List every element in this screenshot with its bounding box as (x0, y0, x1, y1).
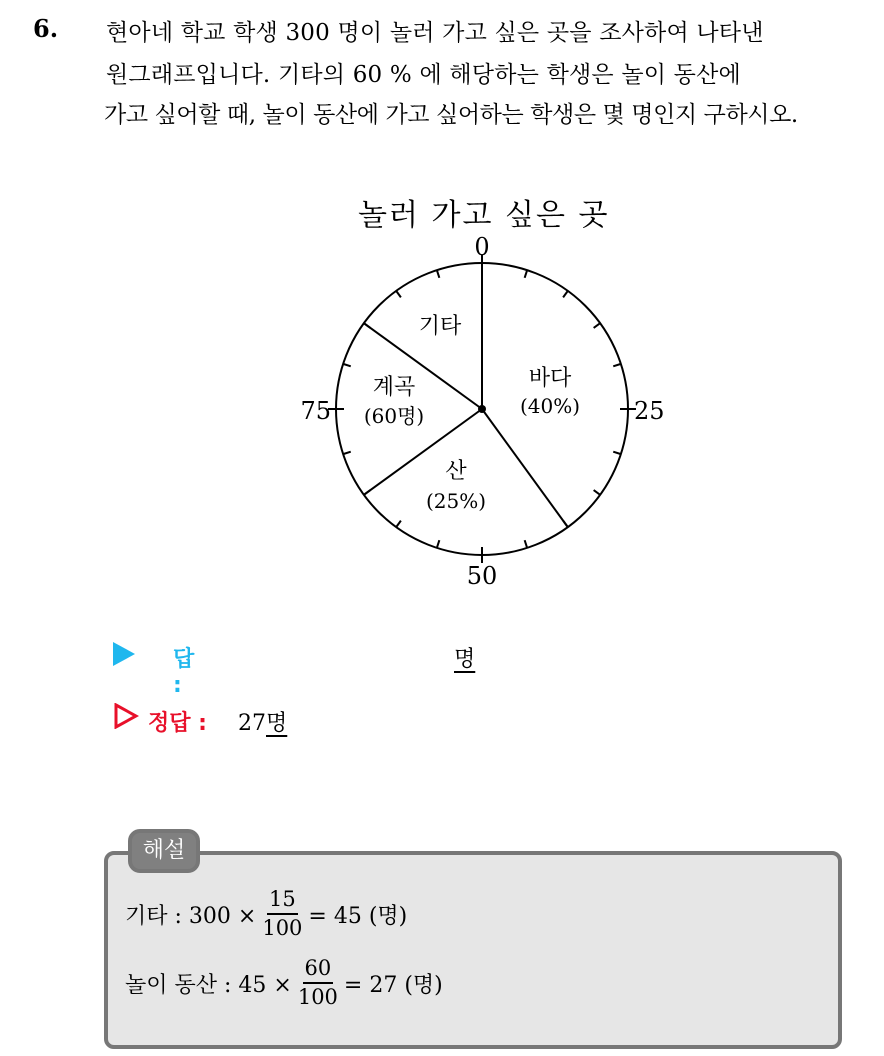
explanation-line-2-fraction (298, 957, 338, 1009)
fraction-denominator: 100 (297, 985, 338, 1010)
question-text-line-1: 현아네 학교 학생 300 명이 놀러 가고 싶은 곳을 조사하여 나타낸 (106, 20, 764, 46)
slice-sublabel-sea: (40%) (519, 394, 581, 418)
pie-chart (280, 230, 700, 600)
scale-tick (437, 270, 439, 278)
explanation-tab: 해설 (128, 829, 200, 873)
scale-tick (396, 521, 401, 527)
scale-tick (437, 540, 439, 548)
scale-tick (594, 490, 600, 495)
scale-tick (396, 291, 401, 297)
slice-label-valley: 계곡 (372, 375, 416, 400)
answer-label: 답 : (173, 647, 195, 698)
scale-tick (343, 364, 351, 366)
correct-answer-value (238, 706, 287, 737)
explanation-line-1-suffix: = 45 (명) (308, 903, 408, 929)
correct-answer-label: 정답 : (148, 711, 207, 736)
scale-tick (343, 452, 351, 454)
correct-answer-unit: 명 (266, 711, 288, 736)
explanation-line-2-prefix: 놀이 동산 : 45 × (125, 972, 292, 998)
explanation-box (104, 851, 842, 1049)
slice-sublabel-mountain: (25%) (425, 489, 487, 513)
explanation-line-1 (125, 888, 407, 940)
scale-label-25: 25 (634, 397, 665, 425)
correct-answer-number: 27 (238, 711, 266, 736)
slice-sublabel-valley: (60명) (363, 404, 425, 428)
scale-label-75: 75 (300, 397, 331, 425)
scale-label-0: 0 (474, 233, 490, 261)
scale-tick (613, 364, 621, 366)
slice-label-other: 기타 (418, 314, 462, 339)
scale-tick (613, 452, 621, 454)
scale-label-50: 50 (466, 562, 498, 590)
explanation-line-1-prefix: 기타 : 300 × (125, 903, 257, 929)
chart-title: 놀러 가고 싶은 곳 (358, 198, 610, 233)
correct-arrow-icon (113, 703, 139, 729)
answer-blank-unit[interactable]: 명 (454, 647, 476, 672)
explanation-line-2-suffix: = 27 (명) (343, 972, 443, 998)
question-text-line-2: 원그래프입니다. 기타의 60 % 에 해당하는 학생은 놀이 동산에 (106, 62, 741, 88)
fraction-numerator: 60 (303, 957, 334, 984)
fraction-denominator: 100 (262, 916, 303, 941)
question-text-line-3: 가고 싶어할 때, 놀이 동산에 가고 싶어하는 학생은 몇 명인지 구하시오. (104, 102, 798, 128)
explanation-line-1-fraction (262, 888, 302, 940)
slice-label-mountain: 산 (445, 459, 467, 484)
slice-divider-1 (482, 409, 568, 527)
pie-center-dot (478, 405, 486, 413)
scale-tick (525, 540, 527, 548)
scale-tick (525, 270, 527, 278)
answer-row (113, 640, 476, 698)
answer-arrow-icon (113, 642, 135, 666)
scale-tick (594, 323, 600, 328)
question-number: 6. (33, 14, 59, 43)
fraction-numerator: 15 (267, 888, 298, 915)
slice-label-sea: 바다 (528, 366, 572, 391)
explanation-line-2 (125, 957, 443, 1009)
scale-tick (563, 291, 568, 297)
